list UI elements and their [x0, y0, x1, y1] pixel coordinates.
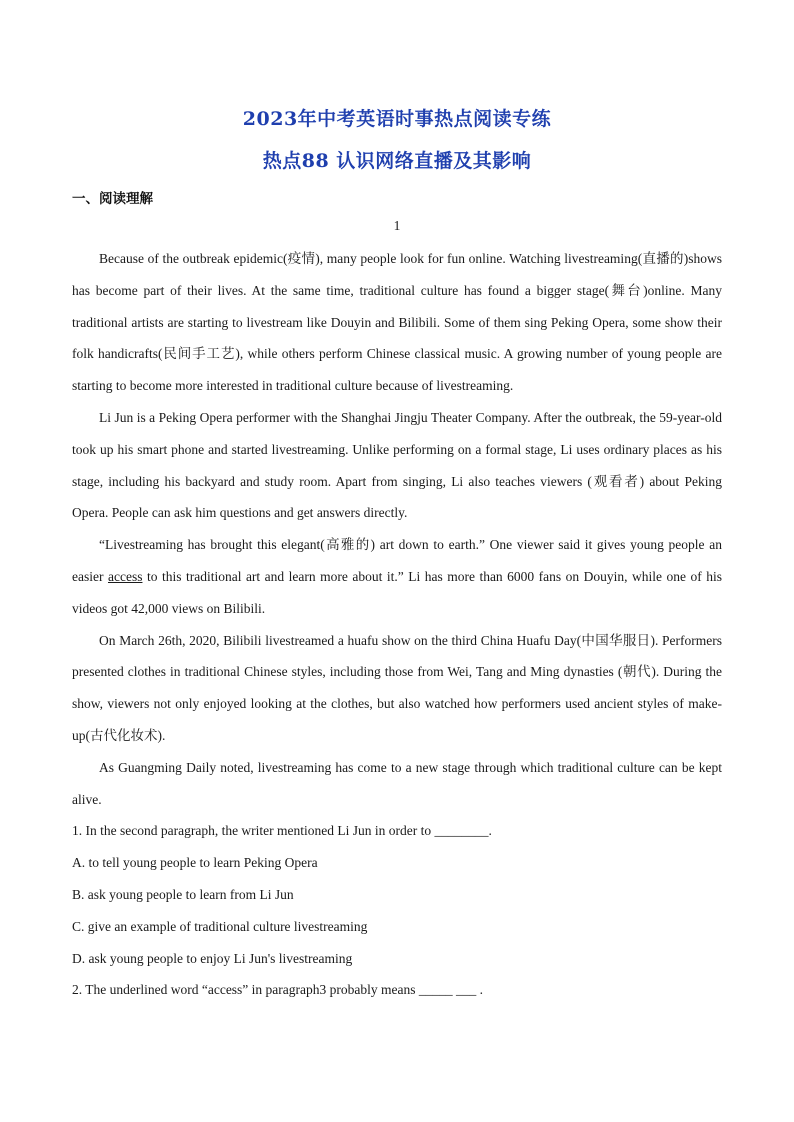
- question-2: 2. The underlined word “access” in paragraph3 probably means _____ ___ .: [72, 982, 483, 998]
- paragraph-1: Because of the outbreak epidemic(疫情), many people look for fun online. Watching livestreaming(直播的)shows has become part of their lives. At the same time, traditional culture has found a bigger stage(舞台)online. Many traditional artists are starting to livestream like Douyin and Bilibili. Some of them sing Peking Opera, some show their folk handicrafts(民间手工艺), while others perform Chinese classical music. A growing number of young people are starting to become more interested in traditional culture because of livestreaming.: [72, 251, 722, 394]
- paragraph-3-part-b: to this traditional art and learn more about it.” Li has more than 6000 fans on Douyin, while one of his videos got 42,000 views on Bilibili.: [72, 568, 723, 616]
- paragraph-3-part-a: “Livestreaming has brought this elegant(高雅的) art down to earth.” One viewer said it gives young people an easier: [72, 537, 722, 584]
- paragraph-5: As Guangming Daily noted, livestreaming has come to a new stage through which traditional culture can be kept alive.: [72, 759, 722, 807]
- passage-body: [72, 243, 722, 1006]
- passage-number: 1: [393, 218, 401, 233]
- paragraph-2: Li Jun is a Peking Opera performer with the Shanghai Jingju Theater Company. After the outbreak, the 59-year-old took up his smart phone and started livestreaming. Unlike performing on a formal stage, Li uses ordinary places as his stage, including his backyard and study room. Apart from singing, Li also teaches viewers (观看者) about Peking Opera. People can ask him questions and get answers directly.: [72, 409, 722, 521]
- question-1-option-c: C. give an example of traditional culture livestreaming: [72, 918, 368, 934]
- document-subtitle: 热点88 认识网络直播及其影响: [262, 150, 532, 172]
- document-title: 2023年中考英语时事热点阅读专练: [242, 108, 552, 130]
- paragraph-4: On March 26th, 2020, Bilibili livestreamed a huafu show on the third China Huafu Day(中国华服日). Performers presented clothes in traditional Chinese styles, including those from Wei, Tang and Ming dynasties (朝代). During the show, viewers not only enjoyed looking at the clothes, but also watched how performers used ancient styles of make-up(古代化妆术).: [72, 632, 722, 743]
- question-1-option-d: D. ask young people to enjoy Li Jun's livestreaming: [72, 950, 353, 966]
- question-1-option-b: B. ask young people to learn from Li Jun: [72, 886, 294, 902]
- underlined-word: access: [107, 568, 143, 584]
- section-heading: 一、阅读理解: [72, 191, 153, 207]
- question-1-option-a: A. to tell young people to learn Peking Opera: [72, 855, 318, 871]
- paragraph-3: [72, 529, 722, 624]
- question-1: 1. In the second paragraph, the writer mentioned Li Jun in order to ________.: [72, 823, 492, 839]
